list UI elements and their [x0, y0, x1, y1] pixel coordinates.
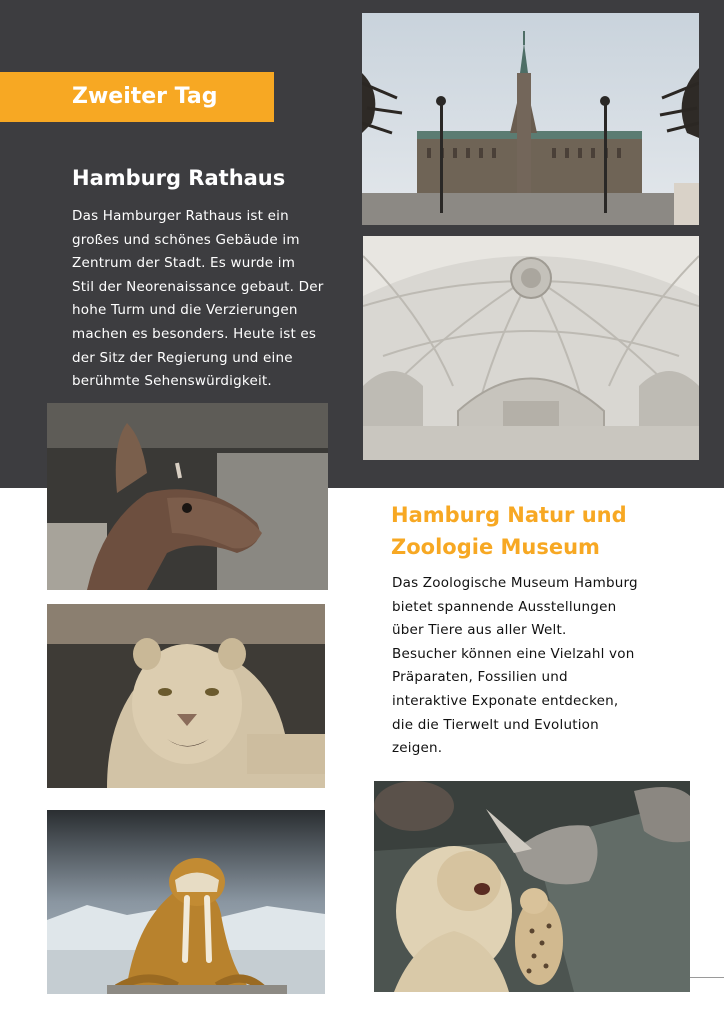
museum-line: über Tiere aus aller Welt.	[392, 622, 567, 639]
rathaus-line: Zentrum der Stadt. Es wurde im	[72, 255, 296, 272]
rathaus-line: Stil der Neorenaissance gebaut. Der	[72, 278, 324, 295]
okapi-photo	[47, 403, 328, 590]
rathaus-line: hohe Turm und die Verzierungen	[72, 302, 298, 319]
museum-title-line: Hamburg Natur und	[391, 503, 627, 527]
museum-line: interaktive Exponate entdecken,	[392, 692, 619, 709]
museum-line: Das Zoologische Museum Hamburg	[392, 575, 638, 591]
rathaus-ceiling-photo	[363, 236, 699, 460]
museum-title-line: Zoologie Museum	[391, 535, 600, 559]
rathaus-line: großes und schönes Gebäude im	[72, 231, 300, 248]
museum-paragraph	[392, 572, 692, 761]
day-label: Zweiter Tag	[72, 84, 218, 109]
rathaus-line: berühmte Sehenswürdigkeit.	[72, 373, 272, 390]
museum-line: die die Tierwelt und Evolution	[392, 716, 599, 733]
museum-line: Besucher können eine Vielzahl von	[392, 645, 635, 662]
rathaus-title: Hamburg Rathaus	[72, 166, 286, 190]
museum-title	[391, 499, 691, 563]
walrus-photo	[47, 810, 325, 994]
museum-line: Präparaten, Fossilien und	[392, 669, 568, 686]
museum-animals-photo	[374, 781, 690, 992]
museum-line: bietet spannende Ausstellungen	[392, 598, 617, 615]
hamburg-rathaus-photo	[362, 13, 699, 225]
rathaus-line: Das Hamburger Rathaus ist ein	[72, 208, 289, 224]
corner-rule	[690, 977, 724, 978]
museum-line: zeigen.	[392, 740, 443, 757]
rathaus-paragraph	[72, 205, 362, 394]
day-banner	[0, 72, 274, 122]
rathaus-line: machen es besonders. Heute ist es	[72, 325, 317, 342]
lioness-photo	[47, 604, 325, 788]
rathaus-line: der Sitz der Regierung und eine	[72, 349, 293, 366]
